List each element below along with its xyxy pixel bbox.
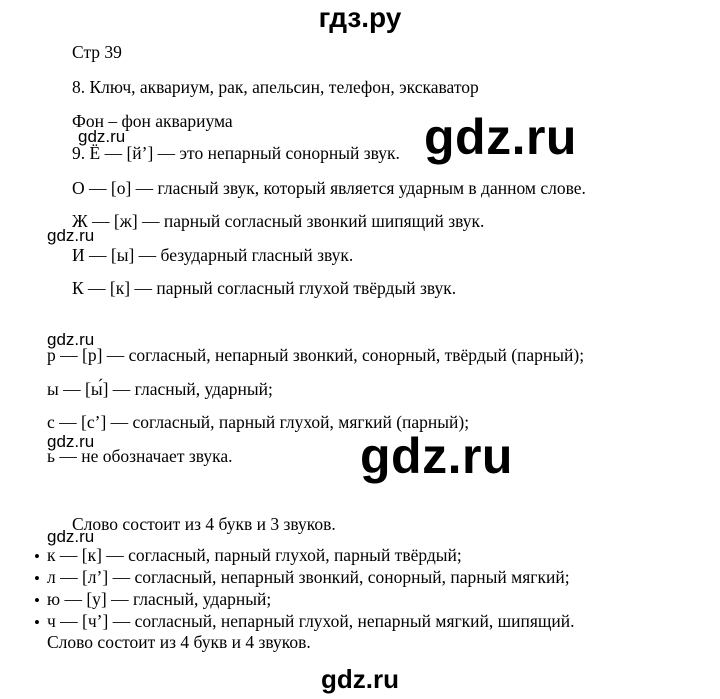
task9-line: И — [ы] — безударный гласный звук. — [72, 245, 354, 265]
word1-summary: Слово состоит из 4 букв и 3 звуков. — [72, 514, 336, 534]
word1-letter-line: ы — [ы́] — гласный, ударный; — [47, 379, 273, 399]
watermark-small: gdz.ru — [47, 226, 95, 245]
task9-line: О — [о] — гласный звук, который является ударным в данном слове. — [72, 178, 586, 198]
bullet-marker: • — [34, 591, 40, 610]
watermark-small: gdz.ru — [47, 432, 95, 451]
word1-letter-line: ь — не обозначает звука. — [47, 446, 233, 466]
bullet-marker: • — [34, 613, 40, 632]
word1-letter-line: р — [р] — согласный, непарный звонкий, сонорный, твёрдый (парный); — [47, 345, 585, 365]
site-header-logo: гдз.ру — [318, 2, 402, 33]
site-footer-logo: gdz.ru — [321, 664, 399, 694]
task9-line: К — [к] — парный согласный глухой твёрдый звук. — [72, 278, 457, 298]
watermark-small: gdz.ru — [47, 330, 95, 349]
watermark-small: gdz.ru — [78, 127, 126, 146]
task9-line: 9. Ё — [й’] — это непарный сонорный звук. — [72, 143, 400, 163]
watermark-large: gdz.ru — [360, 428, 513, 484]
task9-line: Ж — [ж] — парный согласный звонкий шипящий звук. — [72, 211, 485, 231]
word2-summary: Слово состоит из 4 букв и 4 звуков. — [47, 632, 311, 652]
bullet-marker: • — [34, 547, 40, 566]
watermark-large: gdz.ru — [424, 109, 577, 165]
task8-answer: Фон – фон аквариума — [72, 111, 233, 131]
task8-words: 8. Ключ, аквариум, рак, апельсин, телефон, экскаватор — [72, 77, 479, 97]
word2-letter-line: ю — [у] — гласный, ударный; — [47, 589, 272, 609]
word2-letter-line: л — [л’] — согласный, непарный звонкий, сонорный, парный мягкий; — [47, 567, 570, 587]
word2-letter-line: к — [к] — согласный, парный глухой, парный твёрдый; — [47, 545, 462, 565]
bullet-marker: • — [34, 569, 40, 588]
watermark-small: gdz.ru — [47, 527, 95, 546]
word1-letter-line: с — [с’] — согласный, парный глухой, мягкий (парный); — [47, 412, 470, 432]
word2-letter-line: ч — [ч’] — согласный, непарный глухой, непарный мягкий, шипящий. — [47, 611, 575, 631]
page-reference: Стр 39 — [72, 42, 122, 62]
